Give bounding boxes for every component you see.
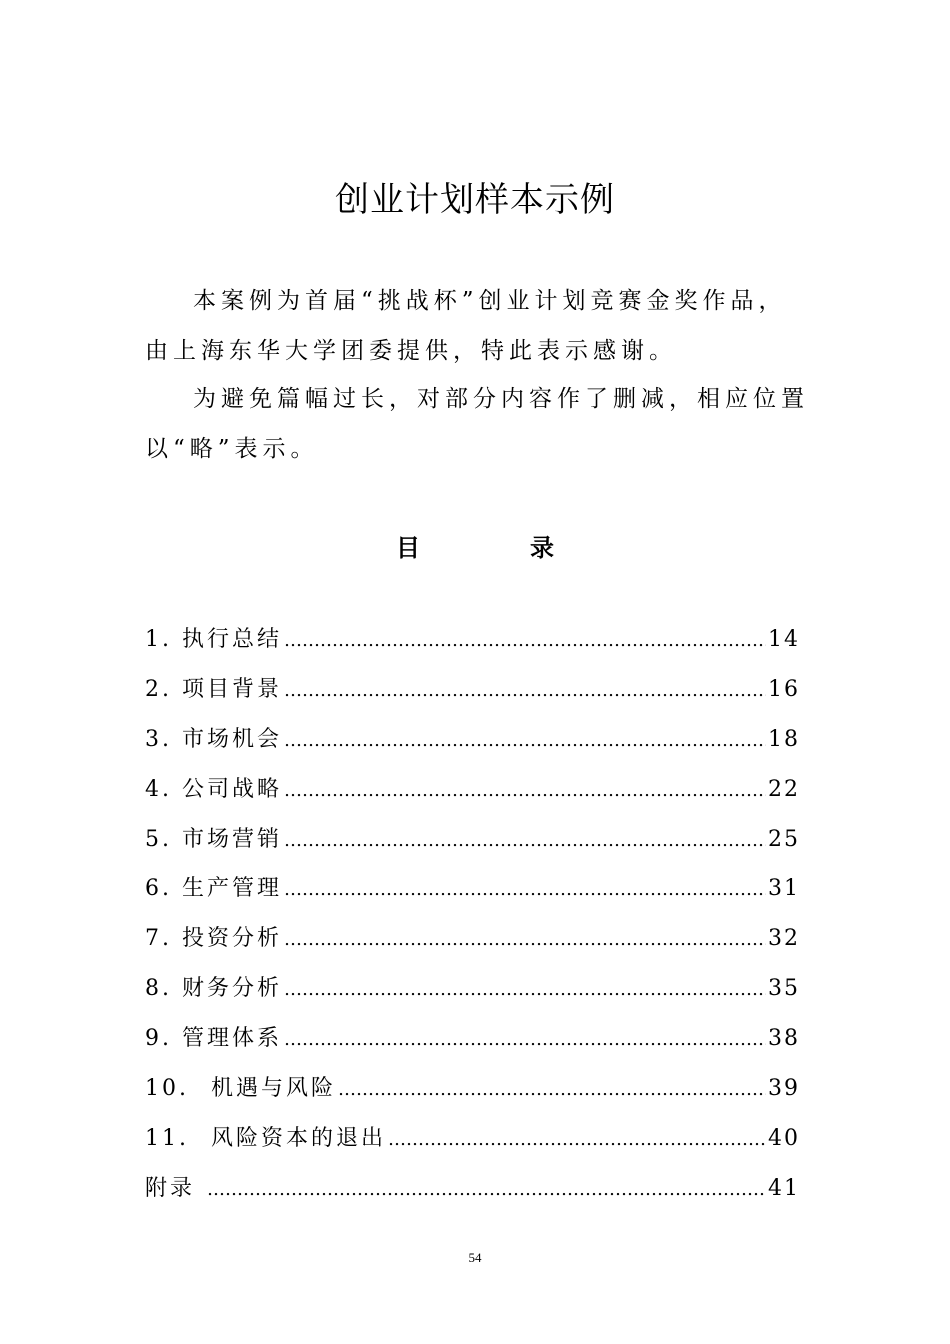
toc-entry-page: 38	[768, 1026, 800, 1052]
toc-leader-dots	[284, 1029, 766, 1050]
toc-entry-title: 公司战略	[182, 776, 283, 802]
toc-entry-title: 风险资本的退出	[211, 1125, 387, 1151]
intro-text-1: 本案例为首届“挑战杯”创业计划竞赛金奖作品，由上海东华大学团委提供，特此表示感谢。	[145, 288, 787, 364]
table-of-contents	[145, 622, 800, 1221]
toc-leader-dots	[284, 879, 766, 900]
toc-entry[interactable]	[145, 822, 800, 872]
toc-entry[interactable]	[145, 1121, 800, 1171]
toc-leader-dots	[284, 830, 766, 851]
toc-entry-number: 3.	[145, 726, 172, 752]
toc-leader-dots	[284, 730, 766, 751]
toc-entry[interactable]	[145, 1021, 800, 1071]
toc-entry-page: 31	[768, 876, 800, 902]
toc-leader-dots	[284, 680, 766, 701]
toc-entry-number: 5.	[145, 826, 172, 852]
toc-entry-number: 9.	[145, 1026, 172, 1052]
toc-leader-dots	[338, 1079, 766, 1100]
toc-entry-title: 财务分析	[182, 976, 283, 1002]
toc-leader-dots	[284, 780, 766, 801]
toc-entry-title: 附录	[145, 1175, 196, 1201]
toc-entry[interactable]	[145, 722, 800, 772]
toc-entry-number: 1.	[145, 627, 172, 652]
toc-entry-page: 39	[768, 1076, 800, 1102]
toc-entry[interactable]	[145, 971, 800, 1021]
toc-entry-title: 项目背景	[182, 676, 283, 702]
toc-entry-number: 2.	[145, 676, 172, 702]
toc-entry-page: 41	[768, 1175, 800, 1201]
toc-entry-title: 管理体系	[182, 1026, 283, 1052]
toc-entry-title: 市场营销	[182, 826, 283, 852]
toc-entry-number: 10.	[145, 1076, 189, 1102]
toc-entry-number: 6.	[145, 876, 172, 902]
toc-leader-dots	[207, 1179, 766, 1200]
toc-entry-page: 18	[768, 726, 800, 752]
toc-entry-title: 投资分析	[182, 926, 283, 952]
toc-entry-page: 14	[768, 627, 800, 652]
toc-entry-number: 4.	[145, 776, 172, 802]
toc-leader-dots	[388, 1129, 766, 1150]
toc-entry-page: 22	[768, 776, 800, 802]
toc-entry-number: 7.	[145, 926, 172, 952]
toc-entry[interactable]	[145, 871, 800, 921]
toc-entry-title: 执行总结	[182, 627, 283, 652]
toc-entry[interactable]	[145, 772, 800, 822]
toc-entry-page: 32	[768, 926, 800, 952]
toc-entry-appendix[interactable]	[145, 1171, 800, 1221]
toc-heading: 目录	[396, 533, 664, 562]
toc-entry-page: 25	[768, 826, 800, 852]
toc-entry-page: 40	[768, 1125, 800, 1151]
toc-entry-number: 11.	[145, 1125, 189, 1151]
page-number: 54	[468, 1250, 482, 1265]
toc-entry[interactable]	[145, 1071, 800, 1121]
toc-entry-page: 16	[768, 676, 800, 702]
toc-entry[interactable]	[145, 672, 800, 722]
intro-text-2: 为避免篇幅过长，对部分内容作了删减，相应位置以“略”表示。	[145, 386, 809, 462]
toc-leader-dots	[284, 929, 766, 950]
intro-paragraph-acknowledgement	[145, 276, 810, 376]
toc-entry-title: 机遇与风险	[211, 1076, 337, 1102]
toc-leader-dots	[284, 979, 766, 1000]
toc-entry[interactable]	[145, 622, 800, 672]
toc-entry-title: 生产管理	[182, 876, 283, 902]
toc-leader-dots	[284, 630, 766, 651]
document-title: 创业计划样本示例	[335, 180, 615, 220]
toc-entry-page: 35	[768, 976, 800, 1002]
toc-entry[interactable]	[145, 921, 800, 971]
toc-entry-title: 市场机会	[182, 726, 283, 752]
toc-entry-number: 8.	[145, 976, 172, 1002]
intro-paragraph-abridgement	[145, 374, 810, 474]
